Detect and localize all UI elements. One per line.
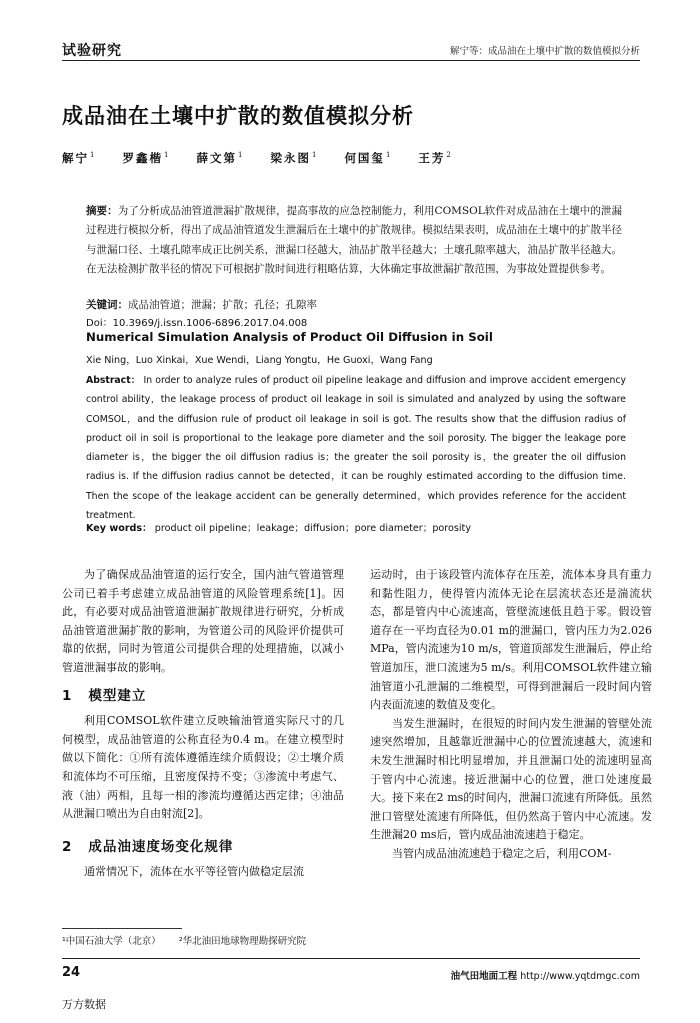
body-paragraph: 当发生泄漏时，在很短的时间内发生泄漏的管壁处流速突然增加，且越靠近泄漏中心的位置流速越大，流速和未发生泄漏时相比明显增加，并且泄漏口处的流速明显高于管内中心流速。接近泄漏中心的位置，泄口处速度最大。接下来在2 ms的时间内，泄漏口流速有所降低。虽然泄口管壁处流速有所降低，但仍然高于管内中心流速。发生泄漏20 ms后，管内成品油流速趋于稳定。 — [370, 716, 652, 842]
english-authors: Xie Ning，Luo Xinkai，Xue Wendi，Liang Yongtu，He Guoxi，Wang Fang — [86, 355, 433, 366]
body-paragraph: 运动时，由于该段管内流体存在压差，流体本身具有重力和黏性阻力，使得管内流体无论在层流状态还是湍流状态，都是管内中心流速高，管壁流速低且趋于零。假设管道存在一平均直径为0.01 m的泄漏口，管内压力为2.026 MPa，管内流速为10 m/s，管道顶部发生泄漏后，停止给管道加压，泄口流速为5 m/s。利用COMSOL软件建立输油管道小孔泄漏的二维模型，可得到泄漏后一段时间内管内表面流速的数值及变化。 — [370, 568, 653, 712]
author: 梁永图$^1$ — [270, 151, 319, 165]
section-label: 试验研究 — [62, 43, 122, 59]
section-1-heading: 1 模型建立 — [62, 687, 147, 704]
keywords-cn-label: 关键词： — [86, 299, 128, 311]
keywords-cn — [86, 297, 622, 312]
keywords-cn-text: 成品油管道；泄漏；扩散；孔径；孔隙率 — [128, 299, 317, 311]
english-title: Numerical Simulation Analysis of Product Oil Diffusion in Soil — [86, 330, 493, 344]
english-keywords-label: Key words： — [86, 523, 152, 534]
body-right-column — [370, 566, 652, 864]
author: 薛文第$^1$ — [196, 151, 245, 165]
running-title: 解宁等：成品油在土壤中扩散的数值模拟分析 — [449, 46, 640, 57]
watermark: 万方数据 — [62, 998, 106, 1011]
author: 王芳$^2$ — [418, 151, 453, 165]
body-left-column — [62, 566, 344, 882]
abstract-cn — [86, 202, 622, 279]
footnotes — [62, 933, 324, 947]
english-abstract-label: Abstract： — [86, 375, 141, 386]
author: 何国玺$^1$ — [344, 151, 393, 165]
intro-paragraph: 为了确保成品油管道的运行安全，国内油气管道管理公司已着手考虑建立成品油管道的风险管理系统[1]。因此，有必要对成品油管道泄漏扩散规律进行研究，分析成品油管道泄漏扩散的影响，为管道公司的风险评价提供可靠的依据，同时为管道公司提供合理的处理措施，以减小管道泄漏事故的影响。 — [62, 568, 344, 674]
journal-url[interactable]: http://www.yqtdmgc.com — [520, 971, 640, 982]
author-list — [62, 150, 475, 166]
section-2-heading: 2 成品油速度场变化规律 — [62, 838, 234, 855]
body-paragraph: 当管内成品油流速趋于稳定之后，利用COM- — [392, 846, 612, 860]
footnote-affiliation-2: ²华北油田地球物理勘探研究院 — [178, 936, 307, 947]
header-divider — [62, 60, 640, 61]
footnote-affiliation-1: ¹中国石油大学（北京） — [62, 936, 161, 947]
english-keywords-text: product oil pipeline；leakage；diffusion；pore diameter；porosity — [154, 523, 471, 534]
author: 解宁$^1$ — [62, 151, 97, 165]
doi: Doi：10.3969/j.issn.1006-6896.2017.04.008 — [86, 318, 308, 329]
english-abstract-text: In order to analyze rules of product oil pipeline leakage and diffusion and improve accident emergency control ability，the leakage process of product oil leakage in soil is simulated and analyzed by using the software COMSOL，and the diffusion rule of product oil leakage in soil is got. The results show that the diffusion radius of product oil in soil is proportional to the leakage pore diameter and the soil porosity. The bigger the leakage pore diameter is，the bigger the oil diffusion radius is；the greater the soil porosity is，the greater the oil diffusion radius is. If the diffusion radius cannot be detected，it can be roughly estimated according to the diffusion time. Then the scope of the leakage accident can be generally determined，which provides reference for the accident treatment. — [86, 375, 626, 521]
abstract-cn-text: 为了分析成品油管道泄漏扩散规律，提高事故的应急控制能力，利用COMSOL软件对成品油在土壤中的泄漏过程进行模拟分析，得出了成品油管道发生泄漏后在土壤中的扩散规律。模拟结果表明，成品油在土壤中的扩散半径与泄漏口径、土壤孔隙率成正比例关系，泄漏口径越大，油品扩散半径越大；土壤孔隙率越大，油品扩散半径越大。在无法检测扩散半径的情况下可根据扩散时间进行粗略估算，大体确定事故泄漏扩散范围，为事故处置提供参考。 — [86, 205, 622, 275]
journal-name: 油气田地面工程 — [450, 971, 518, 982]
footer-divider — [62, 958, 640, 959]
footnote-divider — [62, 928, 182, 929]
author: 罗鑫楷$^1$ — [122, 151, 171, 165]
section-1-paragraph: 利用COMSOL软件建立反映输油管道实际尺寸的几何模型，成品油管道的公称直径为0.4 m。在建立模型时做以下简化：①所有流体遵循连续介质假设；②土壤介质和流体均不可压缩，且密度保持不变；③渗流中考虑气、液（油）两相，且每一相的渗流均遵循达西定律；④油品从泄漏口喷出为自由射流[2]。 — [62, 714, 344, 821]
english-abstract — [86, 371, 626, 525]
page-number: 24 — [62, 965, 81, 980]
abstract-cn-label: 摘要： — [86, 205, 118, 217]
paper-title: 成品油在土壤中扩散的数值模拟分析 — [62, 103, 414, 128]
section-2-paragraph: 通常情况下，流体在水平等径管内做稳定层流 — [84, 865, 304, 879]
journal-info — [451, 968, 640, 982]
english-keywords — [86, 520, 471, 534]
